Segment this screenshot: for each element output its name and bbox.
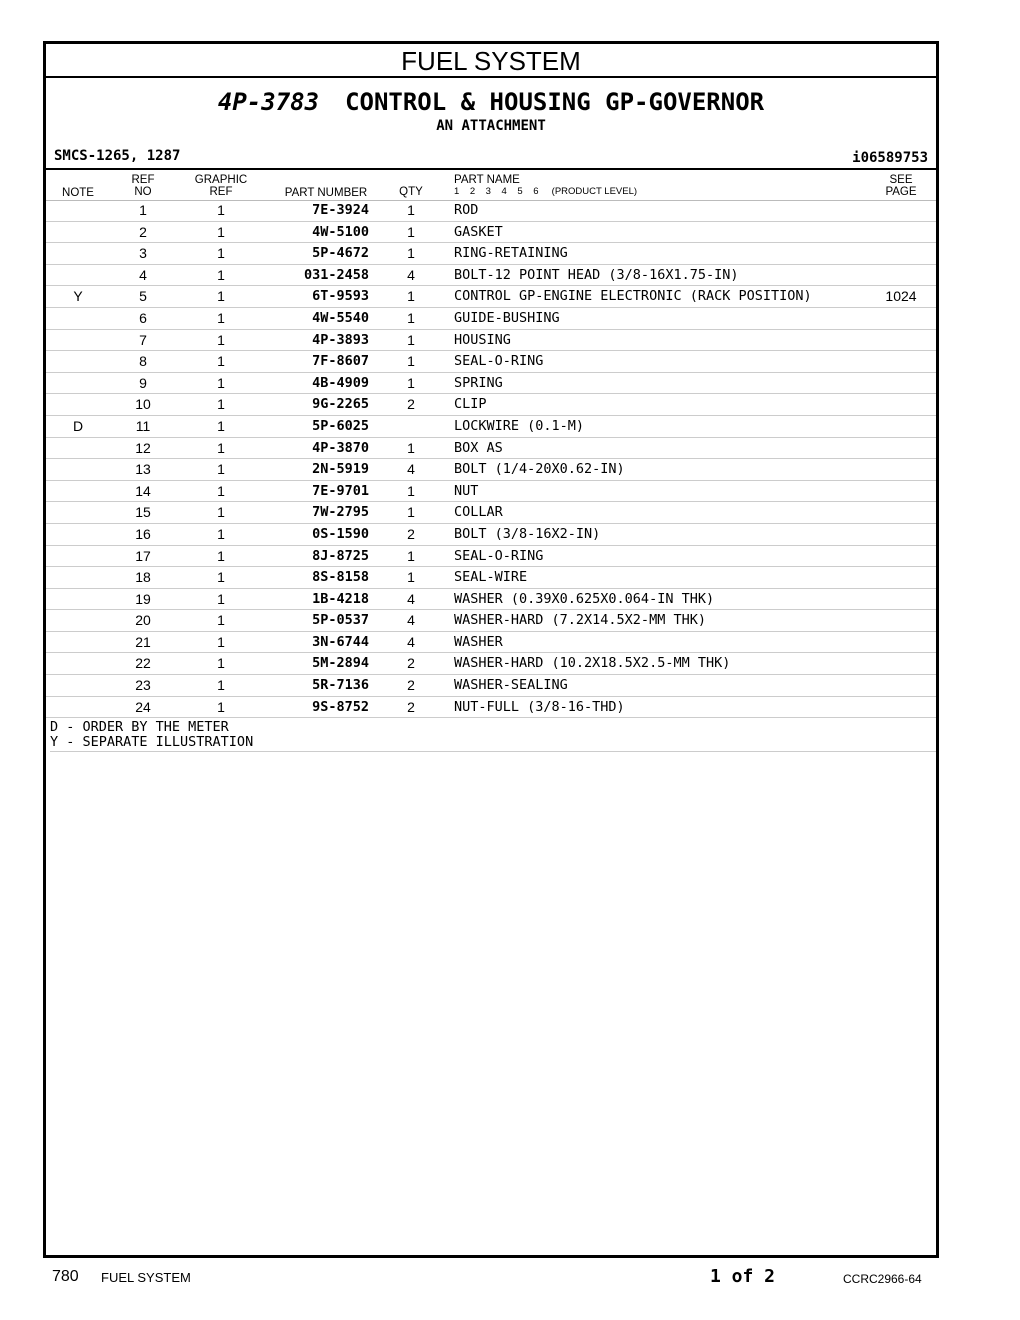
cell-part-name: SEAL-O-RING (454, 547, 544, 564)
cell-note: Y (73, 288, 83, 305)
cell-part-name: SEAL-WIRE (454, 569, 528, 586)
cell-qty: 1 (407, 309, 415, 326)
cell-graphic-ref: 1 (217, 374, 225, 391)
cell-part-number: 3N-6744 (312, 633, 369, 650)
cell-ref-no: 12 (135, 439, 151, 456)
cell-qty: 1 (407, 547, 415, 564)
cell-graphic-ref: 1 (217, 677, 225, 694)
cell-qty: 4 (407, 633, 415, 650)
cell-ref-no: 17 (135, 547, 151, 564)
footer-page-of: 1 of 2 (710, 1266, 776, 1287)
group-subtitle: AN ATTACHMENT (436, 118, 546, 134)
cell-part-name: BOX AS (454, 439, 503, 456)
cell-ref-no: 22 (135, 655, 151, 672)
note-legend-d: D - ORDER BY THE METER (50, 719, 229, 735)
cell-part-name: BOLT (3/8-16X2-IN) (454, 525, 601, 542)
table-row (46, 308, 936, 330)
cell-ref-no: 11 (135, 417, 151, 434)
illustration-id: i06589753 (852, 150, 928, 166)
cell-part-name: WASHER-HARD (10.2X18.5X2.5-MM THK) (454, 655, 731, 672)
table-row (46, 502, 936, 524)
cell-ref-no: 4 (139, 266, 147, 283)
cell-ref-no: 6 (139, 309, 147, 326)
cell-qty: 4 (407, 590, 415, 607)
table-row (46, 653, 936, 675)
cell-graphic-ref: 1 (217, 266, 225, 283)
cell-graphic-ref: 1 (217, 202, 225, 218)
table-row (46, 589, 936, 611)
cell-ref-no: 13 (135, 461, 151, 478)
cell-ref-no: 23 (135, 677, 151, 694)
cell-part-number: 4W-5100 (312, 223, 369, 240)
cell-graphic-ref: 1 (217, 525, 225, 542)
column-header-see-bottom: PAGE (885, 186, 917, 198)
header-divider (46, 168, 936, 170)
cell-part-number: 7F-8607 (312, 353, 369, 370)
cell-part-name: CONTROL GP-ENGINE ELECTRONIC (RACK POSITION) (454, 288, 812, 305)
cell-part-number: 8S-8158 (312, 569, 369, 586)
group-part-number: 4P-3783 (217, 88, 320, 116)
cell-part-name: WASHER (454, 633, 503, 650)
cell-part-name: HOUSING (454, 331, 511, 348)
table-row (46, 351, 936, 373)
cell-qty: 2 (407, 525, 415, 542)
cell-part-number: 7W-2795 (312, 504, 369, 521)
table-row (46, 567, 936, 589)
cell-note: D (72, 417, 84, 434)
cell-qty: 1 (407, 374, 415, 391)
cell-part-number: 5M-2894 (312, 655, 369, 672)
cell-ref-no: 24 (135, 698, 151, 715)
table-row (46, 200, 936, 222)
cell-ref-no: 20 (135, 612, 151, 629)
cell-ref-no: 15 (135, 504, 151, 521)
table-row (46, 459, 936, 481)
cell-graphic-ref: 1 (217, 353, 225, 370)
column-header-see-top: SEE (889, 174, 913, 186)
cell-part-number: 9G-2265 (312, 396, 369, 413)
cell-ref-no: 19 (135, 590, 151, 607)
table-row (46, 675, 936, 697)
table-row (46, 222, 936, 244)
cell-part-name: WASHER (0.39X0.625X0.064-IN THK) (454, 590, 715, 607)
cell-part-number: 5P-6025 (312, 417, 369, 434)
cell-part-name: RING-RETAINING (454, 245, 568, 262)
cell-part-number: 7E-9701 (312, 482, 369, 499)
table-row (46, 697, 936, 719)
table-row (46, 394, 936, 416)
cell-ref-no: 10 (135, 396, 151, 413)
table-row (46, 481, 936, 503)
column-header-ref-bottom: NO (134, 186, 152, 198)
cell-part-name: CLIP (454, 396, 487, 413)
table-row (46, 243, 936, 265)
table-row (46, 438, 936, 460)
cell-ref-no: 8 (139, 353, 147, 370)
cell-graphic-ref: 1 (217, 245, 225, 262)
cell-part-name: WASHER-SEALING (454, 677, 568, 694)
cell-part-name: SPRING (454, 374, 503, 391)
table-row (46, 546, 936, 568)
column-header-part-number: PART NUMBER (284, 187, 368, 199)
table-row (46, 416, 936, 438)
cell-part-name: ROD (454, 202, 479, 218)
cell-see-page: 1024 (885, 288, 917, 305)
cell-part-name: GUIDE-BUSHING (454, 309, 560, 326)
cell-qty: 4 (407, 461, 415, 478)
cell-qty: 1 (407, 569, 415, 586)
cell-part-name: NUT (454, 482, 479, 499)
column-header-graphic-bottom: REF (209, 186, 233, 198)
cell-part-number: 7E-3924 (312, 202, 369, 218)
cell-part-number: 2N-5919 (312, 461, 369, 478)
cell-ref-no: 16 (135, 525, 151, 542)
cell-part-number: 4P-3893 (312, 331, 369, 348)
group-title (46, 88, 936, 116)
cell-part-name: GASKET (454, 223, 503, 240)
cell-part-name: LOCKWIRE (0.1-M) (454, 417, 585, 434)
cell-ref-no: 14 (135, 482, 151, 499)
cell-graphic-ref: 1 (217, 331, 225, 348)
column-header-product-levels: 1 2 3 4 5 6 (PRODUCT LEVEL) (454, 186, 638, 197)
cell-ref-no: 9 (139, 374, 147, 391)
cell-qty: 1 (407, 245, 415, 262)
table-row (46, 610, 936, 632)
cell-part-number: 6T-9593 (312, 288, 369, 305)
cell-ref-no: 1 (139, 202, 147, 218)
section-title: FUEL SYSTEM (46, 44, 936, 78)
cell-ref-no: 5 (139, 288, 147, 305)
cell-graphic-ref: 1 (217, 482, 225, 499)
table-row (46, 373, 936, 395)
column-header-graphic-top: GRAPHIC (194, 174, 248, 186)
cell-part-name: NUT-FULL (3/8-16-THD) (454, 698, 625, 715)
cell-ref-no: 18 (135, 569, 151, 586)
cell-ref-no: 21 (135, 633, 151, 650)
footer-section: FUEL SYSTEM (101, 1270, 191, 1285)
cell-graphic-ref: 1 (217, 655, 225, 672)
table-row (46, 524, 936, 546)
table-row (46, 265, 936, 287)
smcs-code: SMCS-1265, 1287 (54, 148, 181, 164)
cell-part-number: 031-2458 (303, 266, 369, 283)
cell-qty: 4 (407, 266, 415, 283)
cell-graphic-ref: 1 (217, 698, 225, 715)
parts-table-body (46, 200, 936, 718)
cell-part-number: 8J-8725 (312, 547, 369, 564)
cell-qty: 2 (407, 655, 415, 672)
footer-code: CCRC2966-64 (843, 1272, 922, 1286)
cell-part-number: 0S-1590 (312, 525, 369, 542)
group-name: CONTROL & HOUSING GP-GOVERNOR (345, 88, 765, 116)
cell-ref-no: 2 (139, 223, 147, 240)
cell-graphic-ref: 1 (217, 309, 225, 326)
cell-qty: 1 (407, 353, 415, 370)
column-header-graphic-ref (186, 174, 256, 198)
column-header-ref-no (118, 174, 168, 198)
cell-part-name: BOLT-12 POINT HEAD (3/8-16X1.75-IN) (454, 266, 739, 283)
cell-graphic-ref: 1 (217, 633, 225, 650)
cell-qty: 2 (407, 698, 415, 715)
notes-legend (50, 720, 936, 752)
table-row (46, 286, 936, 308)
cell-graphic-ref: 1 (217, 461, 225, 478)
cell-graphic-ref: 1 (217, 417, 225, 434)
column-header-part-name (454, 174, 637, 198)
column-header-see-page (876, 174, 926, 198)
cell-graphic-ref: 1 (217, 569, 225, 586)
column-header-note: NOTE (62, 187, 94, 199)
note-legend-y: Y - SEPARATE ILLUSTRATION (50, 734, 254, 750)
cell-part-number: 4B-4909 (312, 374, 369, 391)
cell-graphic-ref: 1 (217, 590, 225, 607)
cell-part-number: 4W-5540 (312, 309, 369, 326)
parts-page-frame (43, 41, 939, 1258)
cell-part-number: 9S-8752 (312, 698, 369, 715)
cell-qty: 1 (407, 288, 415, 305)
cell-part-number: 5R-7136 (312, 677, 369, 694)
column-header-qty: QTY (399, 186, 423, 198)
column-header-ref-top: REF (131, 174, 155, 186)
cell-graphic-ref: 1 (217, 223, 225, 240)
cell-qty: 1 (407, 202, 415, 218)
cell-graphic-ref: 1 (217, 288, 225, 305)
table-row (46, 330, 936, 352)
cell-part-number: 1B-4218 (312, 590, 369, 607)
cell-qty: 1 (407, 223, 415, 240)
cell-qty: 1 (407, 439, 415, 456)
cell-part-name: BOLT (1/4-20X0.62-IN) (454, 461, 625, 478)
table-row (46, 632, 936, 654)
footer-page-number: 780 (52, 1268, 79, 1285)
cell-graphic-ref: 1 (217, 504, 225, 521)
cell-part-name: WASHER-HARD (7.2X14.5X2-MM THK) (454, 612, 706, 629)
cell-qty: 2 (407, 677, 415, 694)
cell-part-name: COLLAR (454, 504, 503, 521)
cell-ref-no: 3 (139, 245, 147, 262)
cell-graphic-ref: 1 (217, 612, 225, 629)
cell-part-name: SEAL-O-RING (454, 353, 544, 370)
cell-part-number: 5P-4672 (312, 245, 369, 262)
cell-part-number: 4P-3870 (312, 439, 369, 456)
cell-graphic-ref: 1 (217, 396, 225, 413)
cell-graphic-ref: 1 (217, 439, 225, 456)
column-header-part-name-label: PART NAME (454, 174, 520, 186)
cell-qty: 1 (407, 482, 415, 499)
cell-ref-no: 7 (139, 331, 147, 348)
cell-graphic-ref: 1 (217, 547, 225, 564)
cell-qty: 4 (407, 612, 415, 629)
cell-qty: 1 (407, 504, 415, 521)
cell-qty: 1 (407, 331, 415, 348)
cell-qty: 2 (407, 396, 415, 413)
cell-part-number: 5P-0537 (312, 612, 369, 629)
